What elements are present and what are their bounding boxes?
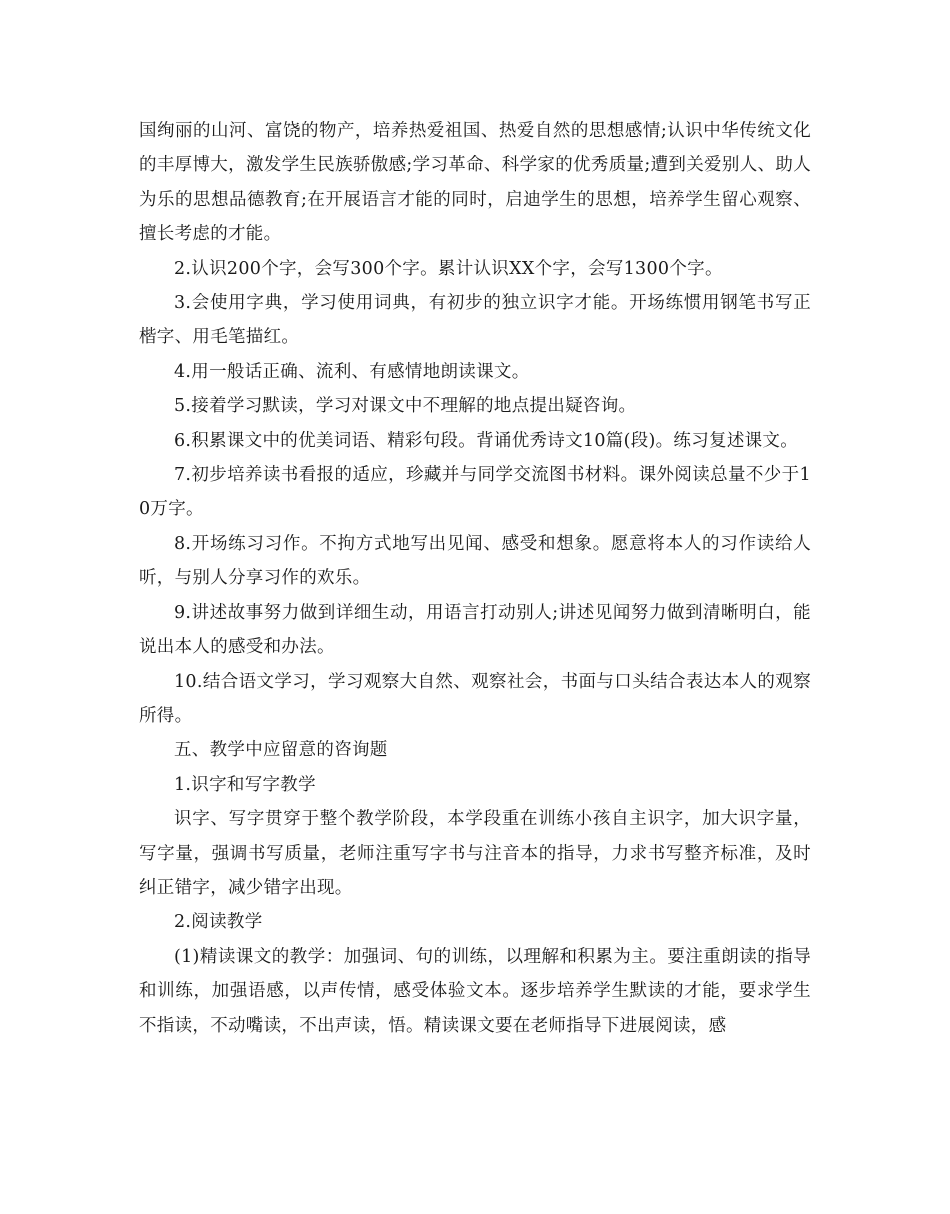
body-paragraph: 国绚丽的山河、富饶的物产，培养热爱祖国、热爱自然的思想感情;认识中华传统文化的丰厚博大，激发学生民族骄傲感;学习革命、科学家的优秀质量;遭到关爱别人、助人为乐的思想品德教育;在开展语言才能的同时，启迪学生的思想，培养学生留心观察、擅长考虑的才能。 <box>139 121 811 245</box>
body-paragraph: 识字、写字贯穿于整个教学阶段，本学段重在训练小孩自主识字，加大识字量，写字量，强调书写质量，老师注重写字书与注音本的指导，力求书写整齐标准，及时纠正错字，减少错字出现。 <box>139 809 811 898</box>
body-paragraph: 4.用一般话正确、流利、有感情地朗读课文。 <box>174 361 530 382</box>
body-paragraph: 6.积累课文中的优美词语、精彩句段。背诵优秀诗文10篇(段)。练习复述课文。 <box>174 430 799 451</box>
body-paragraph: 10.结合语文学习，学习观察大自然、观察社会，书面与口头结合表达本人的观察所得。 <box>139 671 811 726</box>
body-paragraph: 8.开场练习习作。不拘方式地写出见闻、感受和想象。愿意将本人的习作读给人听，与别人分享习作的欢乐。 <box>139 533 811 589</box>
section-heading: 五、教学中应留意的咨询题 <box>174 740 388 761</box>
subsection-heading: 2.阅读教学 <box>174 912 263 933</box>
body-paragraph: 5.接着学习默读，学习对课文中不理解的地点提出疑咨询。 <box>174 396 637 417</box>
body-paragraph: 3.会使用字典，学习使用词典，有初步的独立识字才能。开场练惯用钢笔书写正楷字、用毛笔描红。 <box>139 293 811 348</box>
body-paragraph: (1)精读课文的教学：加强词、句的训练，以理解和积累为主。要注重朗读的指导和训练，加强语感，以声传情，感受体验文本。逐步培养学生默读的才能，要求学生不指读，不动嘴读，不出声读，悟。精读课文要在老师指导下进展阅读，感 <box>139 946 811 1036</box>
body-paragraph: 7.初步培养读书看报的适应，珍藏并与同学交流图书材料。课外阅读总量不少于10万字。 <box>139 465 811 520</box>
subsection-heading: 1.识字和写字教学 <box>174 774 316 795</box>
body-paragraph: 9.讲述故事努力做到详细生动，用语言打动别人;讲述见闻努力做到清晰明白，能说出本人的感受和办法。 <box>139 602 811 658</box>
document-page <box>139 114 811 1043</box>
body-paragraph: 2.认识200个字，会写300个字。累计认识XX个字，会写1300个字。 <box>174 258 723 279</box>
